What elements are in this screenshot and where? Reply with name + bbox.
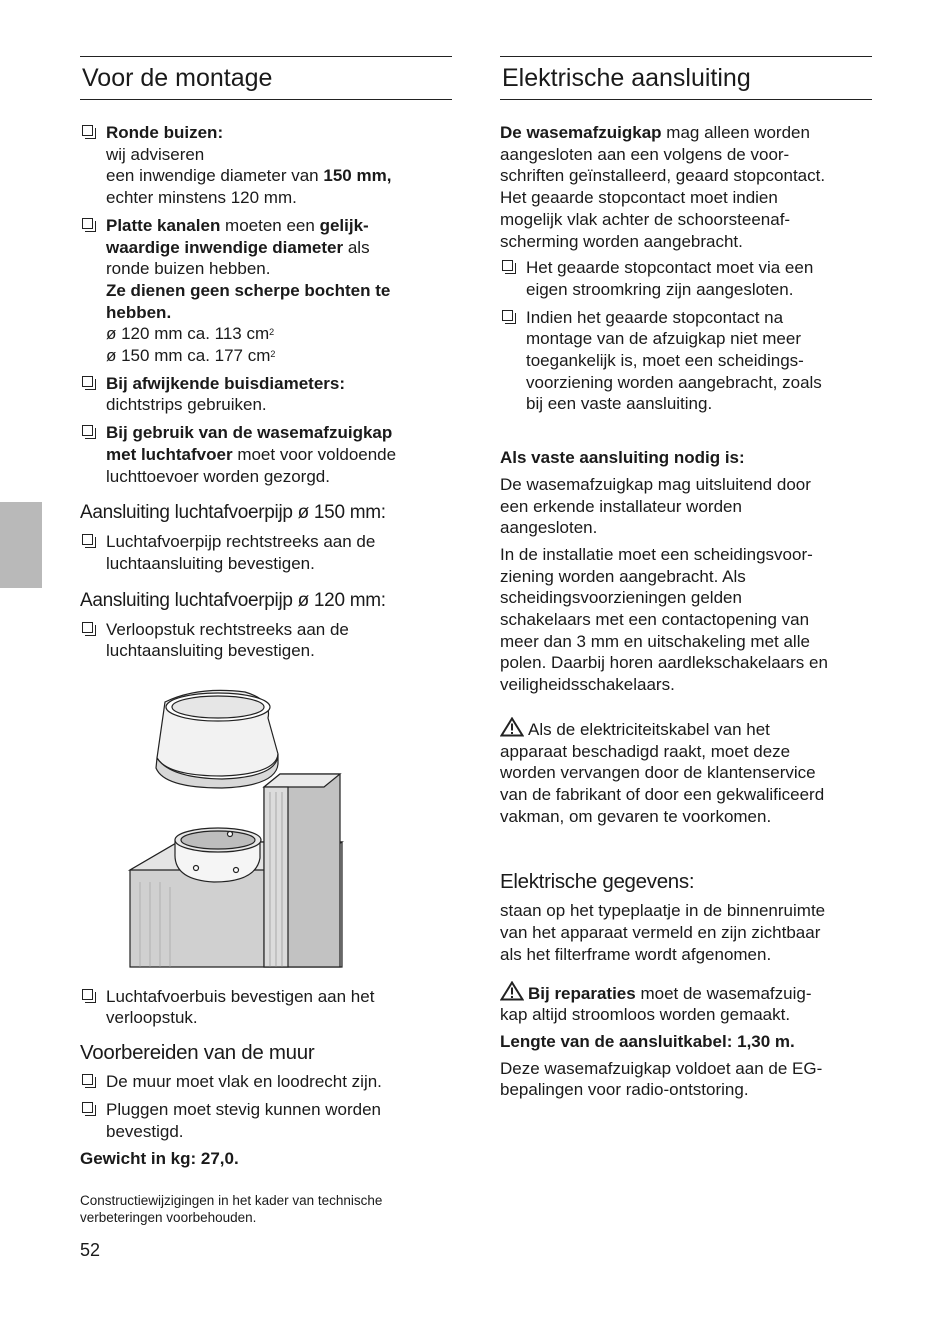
list-item (80, 215, 450, 367)
paragraph-line: van het apparaat vermeld en zijn zichtbaar (500, 923, 821, 943)
item-text: een inwendige diameter van 150 mm, (106, 166, 392, 186)
warning-line: kap altijd stroomloos worden gemaakt. (500, 1005, 791, 1025)
warning-cable (500, 717, 870, 828)
paragraph-line: scheidingsvoorzieningen gelden (500, 588, 742, 608)
warning-text: Als de elektriciteitskabel van het (528, 719, 770, 739)
list-item (80, 1071, 450, 1093)
paragraph-line: aangesloten. (500, 518, 598, 538)
item-text: waardige inwendige diameter als (106, 237, 370, 257)
checkbox-bullet-icon (82, 125, 93, 136)
weight-note: Gewicht in kg: 27,0. (80, 1149, 239, 1169)
warning-repair (500, 981, 870, 1026)
paragraph-line: veiligheidsschakelaars. (500, 675, 675, 695)
item-text: luchtaansluiting bevestigen. (106, 641, 315, 661)
warning-line: worden vervangen door de klantenservice (500, 763, 816, 783)
list-item (500, 257, 870, 300)
checkbox-bullet-icon (82, 622, 93, 633)
list-item (500, 307, 870, 416)
intro-line: mogelijk vlak achter de schoorsteenaf- (500, 209, 791, 229)
paragraph-line: bepalingen voor radio-ontstoring. (500, 1080, 749, 1100)
item-text: Platte kanalen moeten een gelijk- (106, 215, 369, 235)
checkbox-bullet-icon (82, 376, 93, 387)
footnote-line: Constructiewijzigingen in het kader van technische (80, 1192, 383, 1208)
section-title-electric: Elektrische aansluiting (500, 56, 872, 100)
item-text: bevestigd. (106, 1121, 184, 1141)
item-text: luchttoevoer worden gezorgd. (106, 466, 330, 486)
checkbox-bullet-icon (502, 260, 513, 271)
intro-line: Het geaarde stopcontact moet indien (500, 188, 778, 208)
paragraph-line: In de installatie moet een scheidingsvoor- (500, 544, 813, 564)
right-column (500, 56, 870, 1106)
intro-line: De wasemafzuigkap mag alleen worden (500, 123, 810, 142)
intro-paragraph (500, 122, 870, 252)
item-text: Ze dienen geen scherpe bochten te (106, 280, 391, 300)
item-text: dichtstrips gebruiken. (106, 395, 267, 415)
item-text: De muur moet vlak en loodrecht zijn. (106, 1072, 382, 1092)
list-item (80, 122, 450, 209)
list-item (80, 619, 450, 662)
side-tab-marker (0, 502, 42, 588)
heading-electric-data: Elektrische gegevens: (500, 870, 695, 894)
item-text: echter minstens 120 mm. (106, 188, 297, 208)
item-text: Luchtafvoerpijp rechtstreeks aan de (106, 532, 376, 552)
paragraph-line: schakelaars met een contactopening van (500, 610, 810, 630)
item-heading: Bij afwijkende buisdiameters: (106, 373, 346, 393)
checkbox-bullet-icon (82, 425, 93, 436)
warning-triangle-icon (500, 717, 524, 737)
heading-150mm: Aansluiting luchtafvoerpijp ø 150 mm: (80, 502, 386, 524)
superscript: 2 (269, 327, 275, 338)
diameter-120: ø 120 mm ca. 113 cm (106, 324, 270, 344)
page-number: 52 (80, 1240, 101, 1260)
item-text: verloopstuk. (106, 1008, 198, 1028)
item-text: met luchtafvoer moet voor voldoende (106, 444, 397, 464)
list-item (80, 986, 450, 1029)
checkbox-bullet-icon (82, 1074, 93, 1085)
checkbox-bullet-icon (82, 218, 93, 229)
paragraph (500, 474, 870, 539)
checkbox-bullet-icon (82, 534, 93, 545)
heading-wall: Voorbereiden van de muur (80, 1041, 315, 1065)
item-text: Verloopstuk rechtstreeks aan de (106, 619, 349, 639)
item-text: Luchtafvoerbuis bevestigen aan het (106, 986, 375, 1006)
item-heading: Ronde buizen: (106, 123, 224, 142)
item-text (106, 323, 450, 345)
warning-line: vakman, om gevaren te voorkomen. (500, 806, 772, 826)
item-text: hebben. (106, 302, 172, 322)
list-item (80, 422, 450, 487)
item-text: toegankelijk is, moet een scheidings- (526, 351, 804, 371)
warning-line: apparaat beschadigd raakt, moet deze (500, 741, 791, 761)
intro-line: scherming worden aangebracht. (500, 231, 743, 251)
item-text: Indien het geaarde stopcontact na (526, 307, 784, 327)
paragraph (500, 544, 870, 696)
superscript: 2 (270, 349, 276, 360)
checkbox-bullet-icon (82, 989, 93, 1000)
footnote-line: verbeteringen voorbehouden. (80, 1209, 257, 1225)
warning-line (500, 717, 870, 741)
warning-line: van de fabrikant of door een gekwalificeerd (500, 784, 825, 804)
item-text: eigen stroomkring zijn aangesloten. (526, 279, 794, 299)
footnote (80, 1192, 450, 1226)
item-text: Het geaarde stopcontact moet via een (526, 258, 814, 278)
left-column (80, 56, 450, 1226)
warning-text: moet de wasemafzuig- (635, 983, 812, 1003)
paragraph-line: polen. Daarbij horen aardlekschakelaars en (500, 653, 828, 673)
item-text: Pluggen moet stevig kunnen worden (106, 1099, 382, 1119)
warning-line (500, 981, 870, 1005)
intro-line: schriften geïnstalleerd, geaard stopcontact. (500, 166, 826, 186)
item-text: montage van de afzuigkap niet meer (526, 329, 802, 349)
paragraph-line: een erkende installateur worden (500, 496, 742, 516)
heading-120mm: Aansluiting luchtafvoerpijp ø 120 mm: (80, 589, 386, 611)
item-text: Bij gebruik van de wasemafzuigkap (106, 423, 393, 443)
item-text: ronde buizen hebben. (106, 259, 271, 279)
list-item (80, 373, 450, 416)
warning-bold: Bij reparaties (528, 983, 636, 1003)
intro-line: aangesloten aan een volgens de voor- (500, 144, 790, 164)
item-text: voorziening worden aangebracht, zoals (526, 372, 822, 392)
list-item (80, 1099, 450, 1142)
reducer-installation-figure (100, 682, 360, 972)
paragraph (500, 900, 870, 965)
cable-length: Lengte van de aansluitkabel: 1,30 m. (500, 1031, 795, 1051)
item-text: bij een vaste aansluiting. (526, 394, 713, 414)
diameter-150: ø 150 mm ca. 177 cm (106, 346, 271, 366)
checkbox-bullet-icon (82, 1102, 93, 1113)
section-title-montage: Voor de montage (80, 56, 452, 100)
paragraph (500, 1058, 870, 1101)
paragraph-line: ziening worden aangebracht. Als (500, 566, 746, 586)
paragraph-line: staan op het typeplaatje in de binnenruimte (500, 901, 826, 921)
paragraph-line: als het filterframe wordt afgenomen. (500, 944, 772, 964)
checkbox-bullet-icon (502, 310, 513, 321)
warning-triangle-icon (500, 981, 524, 1001)
paragraph-line: meer dan 3 mm en uitschakeling met alle (500, 631, 810, 651)
item-text: luchtaansluiting bevestigen. (106, 553, 315, 573)
paragraph-line: De wasemafzuigkap mag uitsluitend door (500, 474, 811, 494)
item-text (106, 345, 450, 367)
item-text: wij adviseren (106, 144, 205, 164)
paragraph-line: Deze wasemafzuigkap voldoet aan de EG- (500, 1058, 823, 1078)
list-item (80, 531, 450, 574)
heading-fixed-connection: Als vaste aansluiting nodig is: (500, 448, 745, 468)
